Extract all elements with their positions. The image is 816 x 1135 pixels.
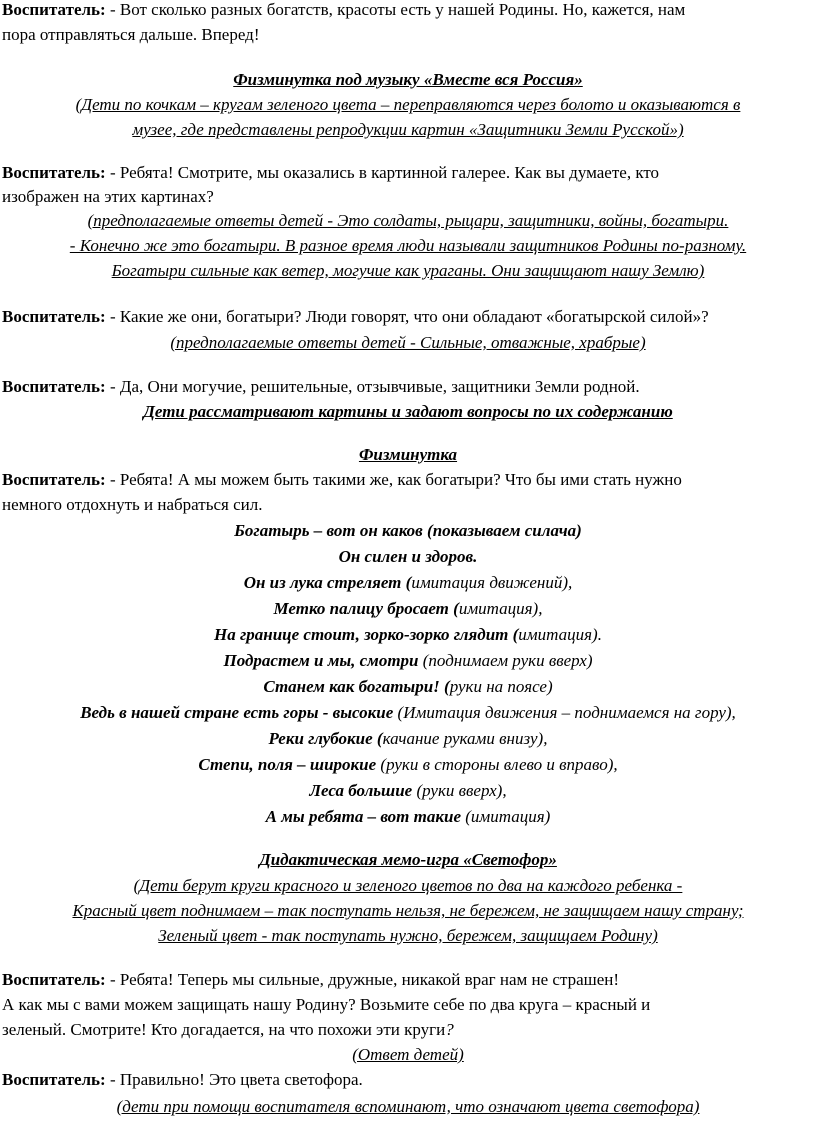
paragraph-text: - Ребята! Теперь мы сильные, дружные, никакой враг нам не страшен! <box>105 970 620 989</box>
fizminutka-note-line-1: (Дети по кочкам – кругам зеленого цвета – переправляются через болото и оказываются в <box>75 95 741 114</box>
paragraph-6-line-1 <box>0 970 816 990</box>
paragraph-6-line-2: А как мы с вами можем защищать нашу Родину? Возьмите себе по два круга – красный и <box>2 995 651 1014</box>
poem-line <box>0 703 816 723</box>
poem-action: (имитация) <box>461 807 551 826</box>
fizminutka-2-title: Физминутка <box>358 445 458 464</box>
game-note-line-1: (Дети берут круги красного и зеленого цветов по два на каждого ребенка - <box>133 876 683 895</box>
paragraph-text: - Да, Они могучие, решительные, отзывчивые, защитники Земли родной. <box>105 377 640 396</box>
children-answer: (Ответ детей) <box>352 1045 464 1064</box>
answer-line-1: (предполагаемые ответы детей - Это солдаты, рыцари, защитники, войны, богатыри. <box>87 211 729 230</box>
speaker-label: Воспитатель: <box>2 0 106 19</box>
poem-line <box>0 755 816 775</box>
paragraph-text: зеленый. Смотрите! Кто догадается, на что похожи эти круги <box>2 1020 446 1039</box>
speaker-label: Воспитатель: <box>2 970 106 989</box>
poem-verse: Леса большие <box>309 781 413 800</box>
poem-line <box>0 573 816 593</box>
poem-verse: Богатырь – вот он каков (показываем силача) <box>234 521 582 540</box>
poem-line <box>0 677 816 697</box>
poem-line <box>0 807 816 827</box>
speaker-label: Воспитатель: <box>2 1070 106 1089</box>
poem-verse: Реки глубокие ( <box>268 729 383 748</box>
poem-action: (поднимаем руки вверх) <box>418 651 593 670</box>
poem-verse: Он из лука стреляет ( <box>243 573 412 592</box>
paragraph-1-line-2: пора отправляться дальше. Вперед! <box>2 25 260 44</box>
paragraph-text: - Правильно! Это цвета светофора. <box>105 1070 363 1089</box>
game-title: Дидактическая мемо-игра «Светофор» <box>259 850 557 869</box>
poem-verse: Станем как богатыри! ( <box>263 677 450 696</box>
fizminutka-title: Физминутка под музыку «Вместе вся Россия» <box>233 70 583 89</box>
paragraph-text: - Какие же они, богатыри? Люди говорят, что они обладают «богатырской силой»? <box>105 307 709 326</box>
poem-line <box>0 599 816 619</box>
fizminutka-note-line-2: музее, где представлены репродукции картин «Защитники Земли Русской») <box>132 120 684 139</box>
paragraph-6-line-3 <box>0 1020 816 1040</box>
paragraph-1-line-1 <box>0 0 816 20</box>
poem-line <box>0 521 816 541</box>
poem-line <box>0 781 816 801</box>
poem-line <box>0 547 816 567</box>
traffic-light-note: (дети при помощи воспитателя вспоминают, что означают цвета светофора) <box>116 1097 700 1116</box>
answer-line: (предполагаемые ответы детей - Сильные, отважные, храбрые) <box>170 333 646 352</box>
paragraph-2-line-2: изображен на этих картинах? <box>2 187 214 206</box>
poem-action: качание руками внизу), <box>382 729 548 748</box>
poem-verse: Степи, поля – широкие <box>198 755 377 774</box>
poem-verse: Ведь в нашей стране есть горы - высокие <box>80 703 394 722</box>
poem-verse: Подрастем и мы, смотри <box>223 651 419 670</box>
poem-verse: А мы ребята – вот такие <box>265 807 461 826</box>
paragraph-2-line-1 <box>0 163 816 183</box>
poem-verse: На границе стоит, зорко-зорко глядит ( <box>214 625 519 644</box>
paragraph-text: - Ребята! А мы можем быть такими же, как богатыри? Что бы ими стать нужно <box>105 470 682 489</box>
poem-action: (Имитация движения – поднимаемся на гору), <box>393 703 736 722</box>
poem-verse: Он силен и здоров. <box>338 547 478 566</box>
paragraph-3-line-1 <box>0 307 816 327</box>
speaker-label: Воспитатель: <box>2 307 106 326</box>
paragraph-7-line-1 <box>0 1070 816 1090</box>
answer-line-2: - Конечно же это богатыри. В разное время люди называли защитников Родины по-разному. <box>69 236 747 255</box>
paragraph-5-line-1 <box>0 470 816 490</box>
poem-action: имитация движений), <box>411 573 573 592</box>
game-note-line-2: Красный цвет поднимаем – так поступать нельзя, не бережем, не защищаем нашу страну; <box>72 901 744 920</box>
speaker-label: Воспитатель: <box>2 470 106 489</box>
poem-action: имитация), <box>458 599 543 618</box>
paragraph-5-line-2: немного отдохнуть и набраться сил. <box>2 495 263 514</box>
answer-line-3: Богатыри сильные как ветер, могучие как ураганы. Они защищают нашу Землю) <box>111 261 705 280</box>
poem-action: имитация). <box>518 625 602 644</box>
poem-action: (руки вверх), <box>412 781 507 800</box>
poem-line <box>0 625 816 645</box>
poem-action: руки на поясе) <box>449 677 553 696</box>
poem-line <box>0 651 816 671</box>
game-note-line-3: Зеленый цвет - так поступать нужно, бережем, защищаем Родину) <box>158 926 658 945</box>
question-mark: ? <box>445 1020 454 1039</box>
speaker-label: Воспитатель: <box>2 163 106 182</box>
speaker-label: Воспитатель: <box>2 377 106 396</box>
paragraph-text: - Вот сколько разных богатств, красоты есть у нашей Родины. Но, кажется, нам <box>105 0 686 19</box>
poem-action: (руки в стороны влево и вправо), <box>376 755 618 774</box>
paragraph-4-line-1 <box>0 377 816 397</box>
paragraph-text: - Ребята! Смотрите, мы оказались в картинной галерее. Как вы думаете, кто <box>105 163 660 182</box>
poem-verse: Метко палицу бросает ( <box>273 599 459 618</box>
activity-note: Дети рассматривают картины и задают вопросы по их содержанию <box>143 402 673 421</box>
poem-line <box>0 729 816 749</box>
